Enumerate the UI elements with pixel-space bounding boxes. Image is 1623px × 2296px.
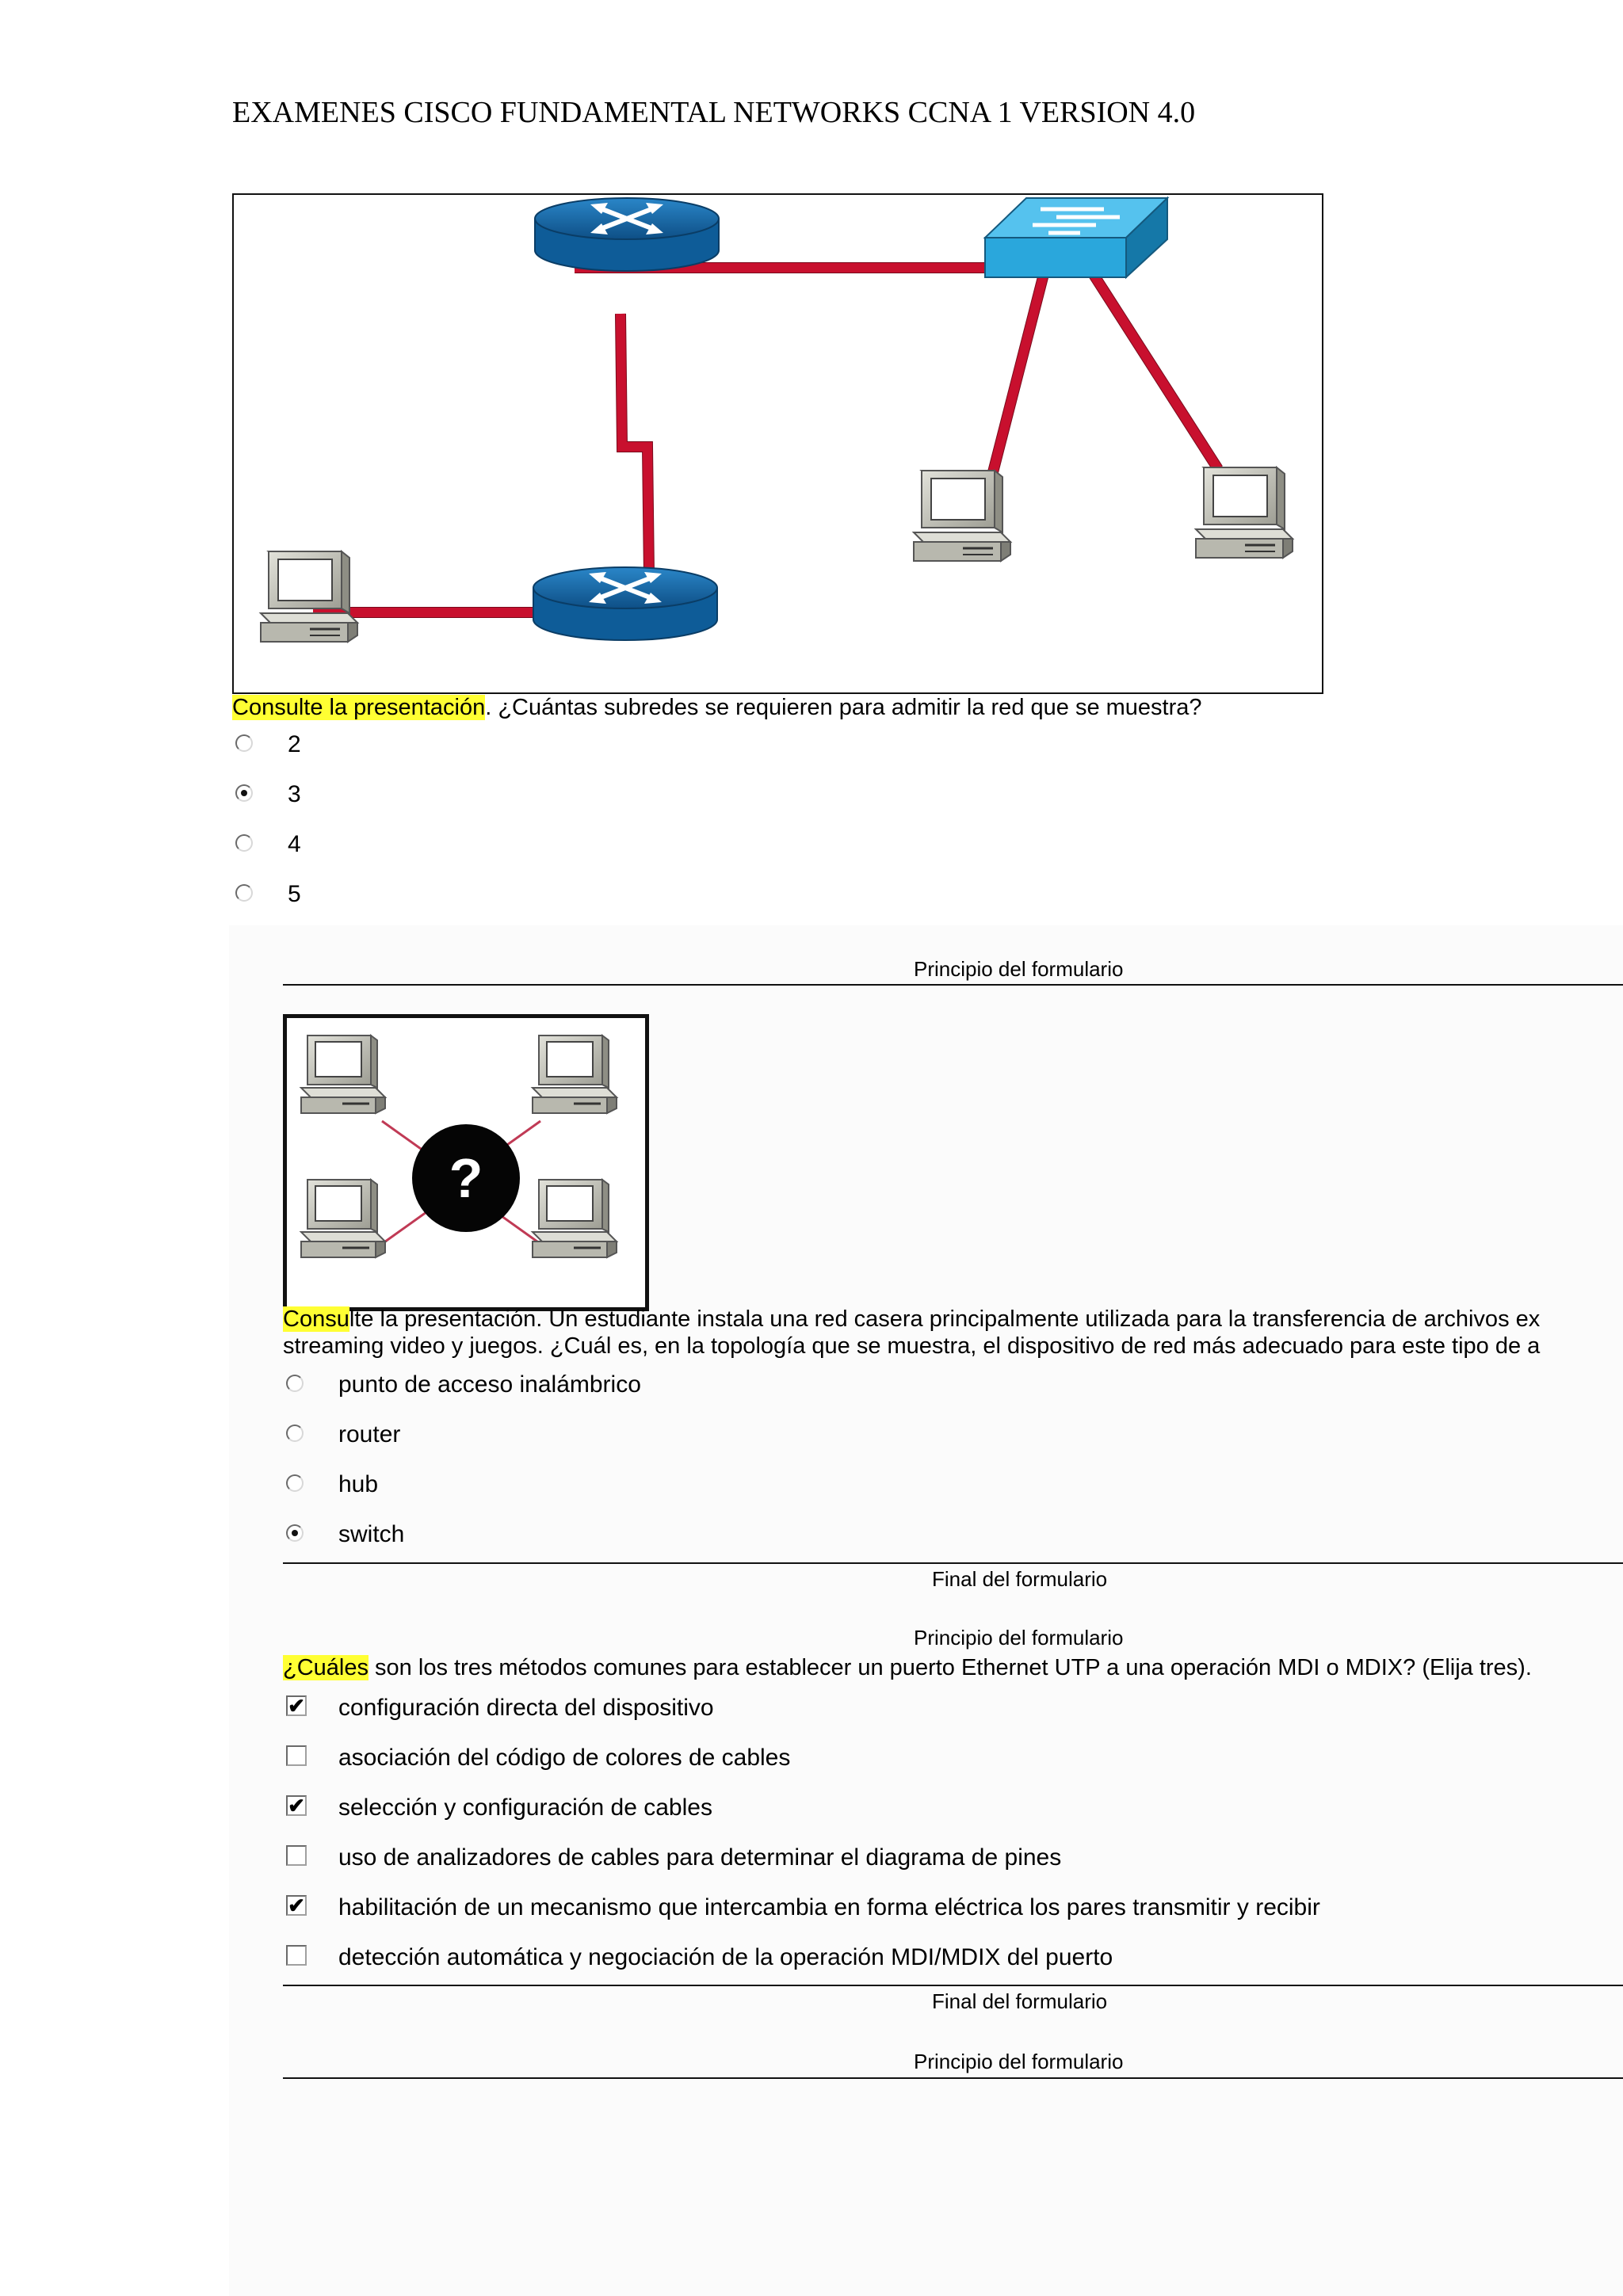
form-start-label: Principio del formulario	[914, 957, 1124, 981]
q1-option[interactable]	[235, 779, 301, 810]
question-1-body: . ¿Cuántas subredes se requieren para admitir la red que se muestra?	[485, 695, 1202, 720]
question-2-text-line1	[283, 1306, 1623, 1333]
form-divider	[283, 1562, 1623, 1564]
option-label: selección y configuración de cables	[338, 1794, 712, 1821]
form-divider	[283, 1985, 1623, 1986]
document-title: EXAMENES CISCO FUNDAMENTAL NETWORKS CCNA 1 VERSION 4.0	[232, 96, 1196, 129]
question-mark-icon: ?	[449, 1147, 483, 1209]
option-label: 5	[288, 881, 301, 907]
question-3-text	[283, 1654, 1623, 1681]
option-label: switch	[338, 1521, 405, 1547]
form-divider	[283, 984, 1623, 986]
form-end-label: Final del formulario	[932, 1567, 1108, 1591]
pc-icon	[261, 551, 357, 642]
form-end-label: Final del formulario	[932, 1989, 1108, 2013]
pc-icon	[301, 1035, 385, 1113]
form-start-label: Principio del formulario	[914, 1626, 1124, 1650]
pc-icon	[914, 471, 1010, 561]
option-label: 4	[288, 831, 301, 857]
unknown-device-figure	[283, 1014, 649, 1311]
topology-diagram	[234, 195, 1322, 692]
pc-icon	[533, 1180, 617, 1257]
radio-button[interactable]	[286, 1375, 304, 1392]
q1-option[interactable]	[235, 879, 301, 910]
checkbox[interactable]	[286, 1845, 307, 1866]
router-icon	[535, 198, 719, 271]
cables	[313, 268, 1218, 612]
radio-selected-dot	[292, 1530, 298, 1536]
q1-option[interactable]	[235, 829, 301, 860]
switch-icon	[985, 198, 1167, 277]
question-1-highlight: Consulte la presentación	[232, 695, 486, 720]
option-label: punto de acceso inalámbrico	[338, 1371, 641, 1398]
radio-button[interactable]	[235, 784, 253, 802]
form-divider	[283, 2077, 1623, 2079]
network-topology-figure	[232, 193, 1323, 694]
radio-button[interactable]	[286, 1425, 304, 1442]
question-2-text-line2: streaming video y juegos. ¿Cuál es, en la topología que se muestra, el dispositivo de red más adecuado para este tipo de a	[283, 1333, 1541, 1359]
checkbox[interactable]	[286, 1745, 307, 1766]
form-start-label: Principio del formulario	[914, 2050, 1124, 2073]
q2-option[interactable]	[286, 1419, 400, 1451]
option-label: 3	[288, 781, 301, 807]
q3-option[interactable]	[286, 1842, 1061, 1874]
radio-button[interactable]	[286, 1524, 304, 1542]
q1-option[interactable]	[235, 729, 301, 761]
option-label: asociación del código de colores de cables	[338, 1745, 791, 1771]
option-label: uso de analizadores de cables para determinar el diagrama de pines	[338, 1844, 1062, 1871]
radio-button[interactable]	[235, 884, 253, 902]
question-3-highlight: ¿Cuáles	[283, 1655, 369, 1680]
pc-icon	[1196, 467, 1293, 558]
option-label: 2	[288, 731, 301, 757]
unknown-device-diagram	[287, 1018, 645, 1307]
q3-option[interactable]	[286, 1692, 714, 1724]
question-2-highlight: Consu	[283, 1306, 349, 1332]
q3-option[interactable]	[286, 1742, 790, 1774]
router-icon	[533, 567, 717, 640]
q3-option[interactable]	[286, 1892, 1320, 1924]
option-label: hub	[338, 1471, 379, 1497]
radio-button[interactable]	[235, 834, 253, 852]
radio-button[interactable]	[235, 734, 253, 752]
checkbox[interactable]	[286, 1945, 307, 1966]
q2-option[interactable]	[286, 1469, 378, 1501]
question-3-body: son los tres métodos comunes para establecer un puerto Ethernet UTP a una operación MDI o MDIX? (Elija tres).	[369, 1655, 1532, 1680]
checkbox[interactable]: ✔	[286, 1795, 307, 1816]
option-label: detección automática y negociación de la operación MDI/MDIX del puerto	[338, 1944, 1113, 1970]
radio-button[interactable]	[286, 1474, 304, 1492]
checkbox[interactable]: ✔	[286, 1895, 307, 1916]
checkbox[interactable]: ✔	[286, 1695, 307, 1716]
pc-icon	[301, 1180, 385, 1257]
option-label: router	[338, 1421, 401, 1447]
pc-icon	[533, 1035, 617, 1113]
option-label: habilitación de un mecanismo que intercambia en forma eléctrica los pares transmitir y recibir	[338, 1894, 1320, 1920]
q3-option[interactable]	[286, 1792, 712, 1824]
q3-option[interactable]	[286, 1942, 1113, 1974]
question-1-text	[232, 694, 1623, 721]
q2-option[interactable]	[286, 1519, 404, 1550]
q2-option[interactable]	[286, 1369, 641, 1401]
radio-selected-dot	[241, 790, 247, 796]
question-2-body: lte la presentación. Un estudiante instala una red casera principalmente utilizada para la transferencia de archivos ex	[349, 1306, 1541, 1332]
option-label: configuración directa del dispositivo	[338, 1695, 714, 1721]
